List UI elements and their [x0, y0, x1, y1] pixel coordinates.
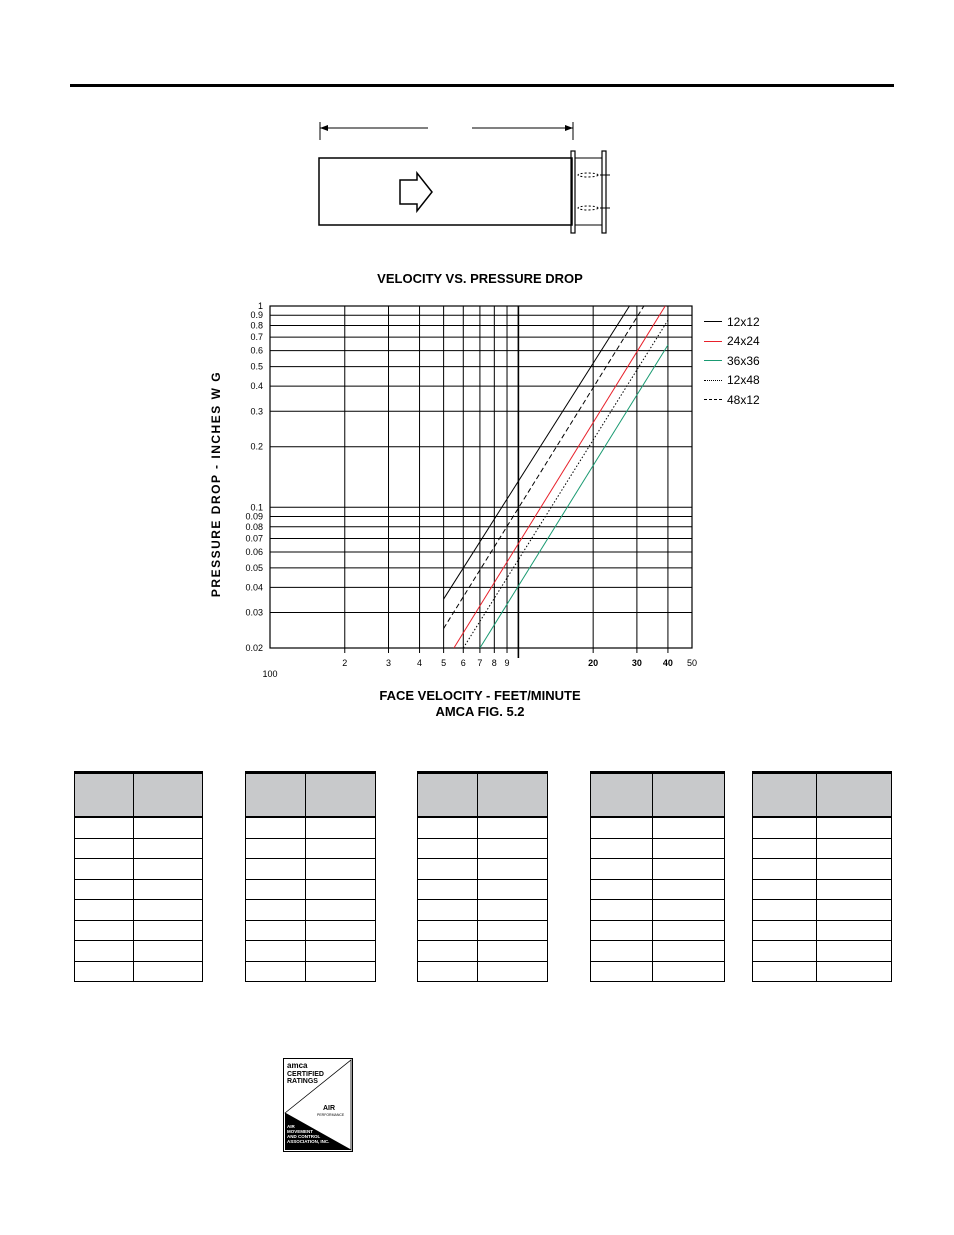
table-cell — [753, 941, 817, 962]
x-tick-label: 5 — [441, 658, 447, 668]
table-row — [418, 879, 548, 900]
table-row — [591, 920, 725, 941]
svg-text:amca: amca — [287, 1061, 308, 1070]
x-tick-label: 8 — [491, 658, 497, 668]
table-cell — [591, 900, 653, 921]
table-header-cell — [591, 773, 653, 818]
legend-label: 24x24 — [727, 334, 760, 349]
table-cell — [753, 920, 817, 941]
table-cell — [652, 920, 724, 941]
table-cell — [591, 879, 653, 900]
table-cell — [652, 941, 724, 962]
table-cell — [477, 961, 547, 982]
table-row — [753, 838, 892, 859]
table-cell — [75, 879, 134, 900]
y-tick-label: 0.5 — [250, 361, 263, 372]
y-tick-label: 0.3 — [250, 406, 263, 417]
table-row — [75, 838, 203, 859]
table-row — [418, 838, 548, 859]
table-cell — [591, 838, 653, 859]
table-row — [591, 941, 725, 962]
y-tick-label: 0.08 — [245, 521, 263, 532]
table-cell — [816, 879, 891, 900]
table-row — [418, 817, 548, 838]
legend-label: 36x36 — [727, 353, 760, 368]
table-cell — [652, 817, 724, 838]
table-cell — [305, 879, 375, 900]
table-cell — [246, 941, 306, 962]
table-cell — [477, 859, 547, 880]
table-cell — [591, 941, 653, 962]
y-tick-label: 0.2 — [250, 441, 263, 452]
table-cell — [753, 879, 817, 900]
table-cell — [652, 961, 724, 982]
table-cell — [133, 879, 202, 900]
table-cell — [305, 961, 375, 982]
y-tick-label: 0.9 — [250, 310, 263, 321]
table-cell — [246, 817, 306, 838]
legend-label: 12x12 — [727, 314, 760, 329]
table-cell — [75, 838, 134, 859]
x-tick-label: 50 — [686, 658, 698, 668]
table-cell — [133, 817, 202, 838]
table-cell — [652, 900, 724, 921]
table-header-cell — [652, 773, 724, 818]
y-tick-label: 0.6 — [250, 345, 263, 356]
table-cell — [477, 838, 547, 859]
table-cell — [133, 920, 202, 941]
y-tick-label: 0.7 — [250, 332, 263, 343]
table-cell — [753, 961, 817, 982]
table-cell — [133, 900, 202, 921]
table-cell — [305, 859, 375, 880]
table-cell — [246, 920, 306, 941]
table-cell — [133, 961, 202, 982]
legend-swatch — [704, 380, 722, 381]
chart-legend — [704, 312, 760, 410]
table-row — [246, 879, 376, 900]
x-tick-label: 2 — [342, 658, 348, 668]
table-cell — [591, 859, 653, 880]
legend-item — [704, 312, 760, 332]
svg-text:PERFORMANCE: PERFORMANCE — [317, 1113, 345, 1117]
table-row — [246, 859, 376, 880]
table-cell — [418, 817, 478, 838]
y-tick-label: 0.1 — [250, 502, 263, 513]
table-row — [753, 941, 892, 962]
table-cell — [418, 838, 478, 859]
table-row — [246, 900, 376, 921]
y-tick-label: 0.09 — [245, 511, 263, 522]
x-axis-label-line1: FACE VELOCITY - FEET/MINUTE — [379, 688, 581, 703]
table-header-cell — [753, 773, 817, 818]
y-tick-label: 0.05 — [245, 562, 263, 573]
table-cell — [652, 859, 724, 880]
table-row — [246, 961, 376, 982]
table-row — [591, 961, 725, 982]
legend-item — [704, 332, 760, 352]
table-cell — [477, 879, 547, 900]
table-cell — [305, 920, 375, 941]
table-header-cell — [133, 773, 202, 818]
table-row — [246, 920, 376, 941]
table-cell — [305, 838, 375, 859]
legend-item — [704, 390, 760, 410]
table-row — [75, 900, 203, 921]
chart-title: VELOCITY VS. PRESSURE DROP — [377, 271, 583, 286]
table-row — [591, 900, 725, 921]
data-table-5 — [752, 771, 892, 982]
table-row — [418, 961, 548, 982]
table-header-row — [418, 773, 548, 818]
table-row — [418, 920, 548, 941]
plot-area — [270, 306, 692, 648]
table-cell — [753, 817, 817, 838]
amca-certified-ratings-logo — [283, 1058, 353, 1152]
table-row — [753, 859, 892, 880]
legend-label: 12x48 — [727, 373, 760, 388]
y-axis-label: PRESSURE DROP - INCHES W G — [209, 370, 223, 598]
table-header-cell — [816, 773, 891, 818]
table-cell — [246, 879, 306, 900]
x-tick-label: 40 — [662, 658, 673, 668]
table-cell — [133, 859, 202, 880]
table-cell — [133, 941, 202, 962]
table-cell — [418, 941, 478, 962]
svg-text:AND CONTROL: AND CONTROL — [287, 1134, 321, 1139]
legend-swatch — [704, 341, 722, 342]
table-row — [418, 941, 548, 962]
table-row — [246, 941, 376, 962]
table-header-row — [246, 773, 376, 818]
table-cell — [816, 817, 891, 838]
table-header-cell — [305, 773, 375, 818]
table-row — [75, 941, 203, 962]
table-cell — [753, 838, 817, 859]
legend-item — [704, 351, 760, 371]
table-cell — [246, 961, 306, 982]
figure-reference: AMCA FIG. 5.2 — [435, 704, 525, 719]
svg-text:RATINGS: RATINGS — [287, 1078, 318, 1085]
y-tick-label: 0.07 — [245, 533, 263, 544]
table-cell — [753, 859, 817, 880]
table-cell — [418, 961, 478, 982]
table-cell — [753, 900, 817, 921]
table-row — [75, 920, 203, 941]
table-cell — [305, 900, 375, 921]
table-cell — [652, 838, 724, 859]
table-row — [753, 900, 892, 921]
table-header-row — [75, 773, 203, 818]
table-row — [246, 817, 376, 838]
table-cell — [246, 900, 306, 921]
y-tick-label: 0.8 — [250, 320, 263, 331]
table-header-row — [753, 773, 892, 818]
table-cell — [477, 817, 547, 838]
table-row — [246, 838, 376, 859]
table-header-cell — [246, 773, 306, 818]
table-cell — [816, 900, 891, 921]
legend-swatch — [704, 399, 722, 400]
data-table-4 — [590, 771, 725, 982]
svg-text:AIR: AIR — [287, 1124, 295, 1129]
table-cell — [75, 920, 134, 941]
table-header-cell — [75, 773, 134, 818]
table-cell — [75, 817, 134, 838]
y-tick-label: 1 — [257, 301, 263, 311]
table-cell — [591, 920, 653, 941]
table-cell — [477, 900, 547, 921]
table-cell — [816, 920, 891, 941]
series-line-48x12 — [444, 306, 644, 628]
x-tick-label: 4 — [417, 658, 423, 668]
legend-item — [704, 371, 760, 391]
x-tick-label: 9 — [504, 658, 510, 668]
svg-text:ASSOCIATION, INC.: ASSOCIATION, INC. — [287, 1139, 330, 1144]
data-table-1 — [74, 771, 203, 982]
table-cell — [591, 961, 653, 982]
table-cell — [418, 900, 478, 921]
table-cell — [418, 879, 478, 900]
table-row — [591, 817, 725, 838]
table-cell — [816, 859, 891, 880]
table-cell — [418, 920, 478, 941]
table-cell — [816, 838, 891, 859]
table-row — [753, 961, 892, 982]
y-tick-label: 0.4 — [250, 381, 263, 392]
table-cell — [75, 941, 134, 962]
table-row — [418, 900, 548, 921]
table-cell — [75, 859, 134, 880]
y-tick-label: 0.03 — [245, 607, 263, 618]
table-row — [591, 859, 725, 880]
svg-text:CERTIFIED: CERTIFIED — [287, 1071, 324, 1078]
table-header-cell — [418, 773, 478, 818]
data-table-2 — [245, 771, 376, 982]
series-line-24x24 — [454, 306, 665, 648]
table-cell — [477, 920, 547, 941]
table-cell — [305, 817, 375, 838]
table-cell — [652, 879, 724, 900]
svg-text:MOVEMENT: MOVEMENT — [287, 1129, 314, 1134]
y-tick-label: 0.04 — [245, 582, 263, 593]
table-row — [753, 920, 892, 941]
legend-swatch — [704, 360, 722, 361]
table-row — [75, 859, 203, 880]
legend-label: 48x12 — [727, 392, 760, 407]
legend-swatch — [704, 321, 722, 322]
x-tick-label: 3 — [386, 658, 392, 668]
table-cell — [75, 961, 134, 982]
table-row — [753, 879, 892, 900]
x-tick-label: 20 — [588, 658, 599, 668]
table-row — [75, 879, 203, 900]
table-row — [418, 859, 548, 880]
table-header-row — [591, 773, 725, 818]
table-cell — [816, 941, 891, 962]
table-cell — [816, 961, 891, 982]
table-cell — [418, 859, 478, 880]
table-cell — [133, 838, 202, 859]
table-row — [75, 817, 203, 838]
table-row — [591, 838, 725, 859]
table-cell — [246, 838, 306, 859]
y-tick-label: 0.06 — [245, 546, 263, 557]
table-cell — [591, 817, 653, 838]
x-tick-label: 100 — [262, 669, 278, 679]
table-row — [75, 961, 203, 982]
data-table-3 — [417, 771, 548, 982]
table-row — [753, 817, 892, 838]
table-row — [591, 879, 725, 900]
x-tick-label: 7 — [477, 658, 483, 668]
x-axis-label — [270, 688, 690, 720]
table-cell — [246, 859, 306, 880]
y-tick-label: 0.02 — [245, 643, 263, 653]
table-cell — [75, 900, 134, 921]
table-cell — [477, 941, 547, 962]
svg-text:AIR: AIR — [323, 1105, 336, 1112]
table-cell — [305, 941, 375, 962]
x-tick-label: 30 — [631, 658, 642, 668]
x-tick-label: 6 — [460, 658, 466, 668]
table-header-cell — [477, 773, 547, 818]
